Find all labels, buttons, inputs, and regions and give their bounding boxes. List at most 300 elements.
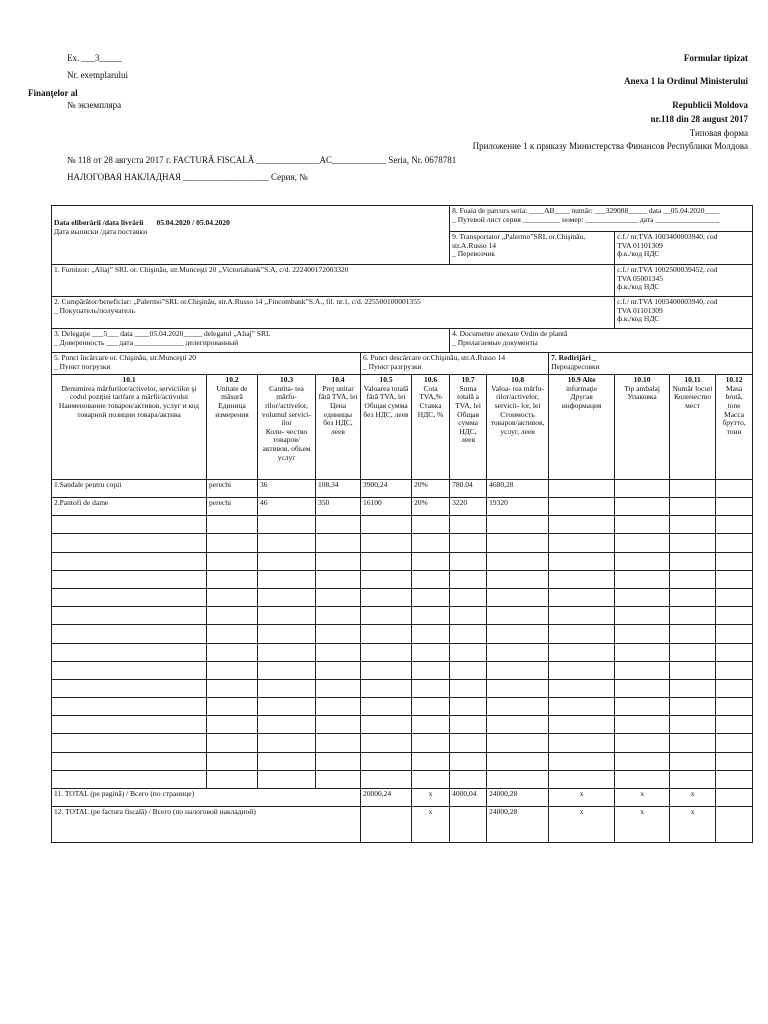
supplier-cell (52, 265, 615, 297)
table-cell (549, 570, 615, 588)
buyer-cf-tva: c.f./ nr.TVA 1003400003940, cod (617, 297, 718, 306)
waybill-cell (450, 206, 753, 232)
table-cell: 1.Sandale pentru copii (52, 480, 207, 498)
documents-line-ru: _ Прилагаемые документы (452, 337, 538, 347)
table-cell (615, 570, 670, 588)
table-cell (412, 716, 450, 734)
table-cell (450, 643, 487, 661)
delivery-date-ru: Дата выписки /дата поставки (54, 226, 148, 236)
appendix-ru: Приложение 1 к приказу Министерства Финансов Республики Молдова (472, 141, 748, 151)
table-cell (615, 698, 670, 716)
table-cell (615, 625, 670, 643)
column-title: Valoa- rea mărfu- rilor/activelor, servicii- lor, lei Стоимость товаров/активов, услуг, леев (490, 383, 545, 436)
table-cell (361, 607, 412, 625)
table-cell (361, 588, 412, 606)
invoice-title: № 118 от 28 августа 2017 г. FACTURĂ FISCALĂ ______________AC____________ Seria, Nr. 0678781 (67, 155, 457, 165)
table-cell: 20% (412, 480, 450, 498)
table-cell (670, 534, 716, 552)
table-cell (412, 516, 450, 534)
table-cell (450, 607, 487, 625)
table-cell (361, 679, 412, 697)
table-cell (258, 570, 316, 588)
table-cell (487, 607, 549, 625)
table-row (52, 552, 753, 570)
table-cell (487, 570, 549, 588)
table-cell (450, 552, 487, 570)
table-cell (52, 752, 207, 770)
table-cell (52, 716, 207, 734)
table-cell (316, 625, 361, 643)
table-cell (615, 679, 670, 697)
table-cell (615, 643, 670, 661)
table-cell (716, 588, 753, 606)
column-title: Număr locuri Количество мест (672, 383, 713, 410)
table-cell (487, 534, 549, 552)
table-cell (52, 679, 207, 697)
table-cell (549, 770, 615, 788)
total-page-value: 4000,04 (450, 789, 487, 807)
column-header (487, 375, 549, 480)
table-cell (716, 716, 753, 734)
table-cell (670, 661, 716, 679)
table-cell (207, 661, 258, 679)
column-header (412, 375, 450, 480)
supplier-cf-tva: c.f./ nr.TVA 1002500039452, cod (617, 265, 718, 274)
table-cell (670, 625, 716, 643)
table-cell (549, 552, 615, 570)
table-cell (207, 588, 258, 606)
table-cell (549, 516, 615, 534)
table-cell (258, 588, 316, 606)
table-cell (52, 625, 207, 643)
table-cell (361, 516, 412, 534)
column-header (258, 375, 316, 480)
table-cell (549, 734, 615, 752)
column-header (361, 375, 412, 480)
table-cell (450, 752, 487, 770)
total-invoice-value (450, 807, 487, 843)
table-cell: 108,34 (316, 480, 361, 498)
table-cell (487, 588, 549, 606)
total-invoice-row (52, 807, 753, 843)
column-number: 10.5 (379, 375, 393, 384)
supplier-tva: TVA 05001345 (617, 273, 663, 283)
table-cell (361, 734, 412, 752)
buyer-tax-cell (615, 297, 753, 329)
table-cell (316, 588, 361, 606)
table-cell (258, 770, 316, 788)
table-cell (316, 752, 361, 770)
form-type: Formular tipizat (683, 53, 748, 63)
column-header (615, 375, 670, 480)
table-cell (52, 588, 207, 606)
republic-label: Republicii Moldova (672, 100, 748, 110)
table-cell: 19320 (487, 498, 549, 516)
table-cell: 780.04 (450, 480, 487, 498)
table-cell (615, 516, 670, 534)
table-cell (412, 752, 450, 770)
table-cell (716, 752, 753, 770)
delivery-dates: 05.04.2020 / 05.04.2020 (156, 218, 230, 227)
table-cell (207, 734, 258, 752)
finantelor-text: Finanţelor al (28, 88, 78, 98)
column-header (716, 375, 753, 480)
table-cell (716, 734, 753, 752)
table-cell (450, 516, 487, 534)
unloading-point-ru: _ Пункт разгрузки (363, 361, 422, 371)
table-cell (716, 643, 753, 661)
table-cell (361, 661, 412, 679)
loading-point-cell (52, 353, 361, 375)
table-cell: perechi (207, 480, 258, 498)
table-cell (549, 588, 615, 606)
table-cell (361, 643, 412, 661)
table-row (52, 734, 753, 752)
table-cell (258, 534, 316, 552)
table-cell (412, 643, 450, 661)
table-cell (549, 625, 615, 643)
documents-cell (450, 329, 753, 353)
table-cell (487, 716, 549, 734)
table-cell (716, 570, 753, 588)
table-cell (716, 552, 753, 570)
redirect-label: 7. Redirijări _ (551, 353, 597, 362)
delegation-line-ru: _ Доверенность ___ дата _____________ делегированный (54, 337, 239, 347)
table-row (52, 679, 753, 697)
table-cell (549, 607, 615, 625)
table-cell (412, 552, 450, 570)
table-cell (258, 734, 316, 752)
table-cell (615, 661, 670, 679)
redirect-label-ru: Переадресовки (551, 361, 600, 371)
column-header (207, 375, 258, 480)
table-cell (716, 679, 753, 697)
delegation-cell (52, 329, 450, 353)
table-cell (450, 716, 487, 734)
table-row (52, 625, 753, 643)
carrier-tva: TVA 01101309 (617, 240, 663, 250)
invoice-title-ru: НАЛОГОВАЯ НАКЛАДНАЯ ___________________ Серия, № (67, 172, 308, 182)
table-cell (316, 716, 361, 734)
table-cell: 3220 (450, 498, 487, 516)
table-cell (412, 625, 450, 643)
table-cell (258, 752, 316, 770)
table-row (52, 570, 753, 588)
table-cell (52, 552, 207, 570)
table-row (52, 752, 753, 770)
column-number: 10.7 (461, 375, 475, 384)
table-cell (670, 698, 716, 716)
total-invoice-value: 24000,28 (487, 807, 549, 843)
table-cell (52, 734, 207, 752)
table-cell (670, 734, 716, 752)
table-cell (716, 480, 753, 498)
unloading-point-cell (361, 353, 549, 375)
total-page-value: x (615, 789, 670, 807)
supplier-tax-cell (615, 265, 753, 297)
table-cell (412, 607, 450, 625)
column-title: Tip ambalaj Упаковка (624, 383, 660, 402)
table-cell (258, 679, 316, 697)
table-cell (615, 498, 670, 516)
table-cell (716, 625, 753, 643)
table-cell (487, 643, 549, 661)
table-cell (52, 570, 207, 588)
column-number: 10.12 (725, 375, 743, 384)
carrier-cf-tva: c.f./ nr.TVA 1003400003940, cod (617, 232, 718, 241)
loading-point-ru: _ Пункт погрузки (54, 361, 111, 371)
table-cell (549, 752, 615, 770)
table-cell (412, 698, 450, 716)
buyer-line: 2. Cumpărător/beneficiar: „Palermo”SRL or.Chişinău, str.A.Russo 14 ,,Fincombank”S.A., fil. nr.1, c/d. 225500100001355 (54, 297, 421, 306)
table-cell (549, 534, 615, 552)
column-number: 10.8 (511, 375, 525, 384)
total-page-value: 24000,28 (487, 789, 549, 807)
table-cell (450, 698, 487, 716)
table-cell (487, 752, 549, 770)
table-row (52, 516, 753, 534)
table-cell (361, 752, 412, 770)
buyer-label-ru: _ Покупатель/получатель (54, 305, 135, 315)
table-cell (670, 643, 716, 661)
column-title: Suma totală a TVA, lei Общая сумма НДС, леев (455, 383, 481, 445)
table-cell (487, 679, 549, 697)
table-cell (615, 588, 670, 606)
table-cell (412, 770, 450, 788)
table-cell (450, 734, 487, 752)
column-header (549, 375, 615, 480)
table-cell (615, 752, 670, 770)
table-cell (258, 716, 316, 734)
table-cell (412, 734, 450, 752)
column-title: Denumirea mărfurilor/activelor, serviciilor şi codul poziţiei tarifare a mărfii/activului Наименование товаров/активов, услуг и код товарной позиции товара/актива (58, 383, 200, 419)
table-cell (52, 643, 207, 661)
table-cell (615, 734, 670, 752)
carrier-cell (450, 232, 615, 265)
table-cell (361, 570, 412, 588)
table-cell (450, 570, 487, 588)
table-row (52, 480, 753, 498)
table-row (52, 698, 753, 716)
total-page-empty (716, 789, 753, 807)
table-cell: perechi (207, 498, 258, 516)
total-page-row (52, 789, 753, 807)
table-cell (258, 643, 316, 661)
column-header (670, 375, 716, 480)
exemplar-label-ru: № экземпляра (67, 100, 122, 110)
table-cell (316, 661, 361, 679)
table-row (52, 607, 753, 625)
table-cell (716, 498, 753, 516)
table-cell (615, 770, 670, 788)
table-cell (716, 534, 753, 552)
table-cell (316, 734, 361, 752)
table-cell (670, 588, 716, 606)
table-cell (412, 661, 450, 679)
column-number: 10.11 (684, 375, 701, 384)
table-cell: 46 (258, 498, 316, 516)
total-invoice-value: x (412, 807, 450, 843)
table-cell (316, 643, 361, 661)
column-header (316, 375, 361, 480)
table-cell (412, 570, 450, 588)
table-cell (258, 698, 316, 716)
table-cell (316, 516, 361, 534)
order-number: nr.118 din 28 august 2017 (650, 114, 748, 124)
form-type-ru: Типовая форма (689, 128, 748, 138)
carrier-tax-cell (615, 232, 753, 265)
table-row (52, 498, 753, 516)
table-cell (670, 498, 716, 516)
table-cell (670, 716, 716, 734)
table-cell (670, 516, 716, 534)
table-cell (487, 625, 549, 643)
column-number: 10.2 (225, 375, 239, 384)
documents-line: 4. Documente anexate Ordin de plantă (452, 329, 568, 338)
table-cell (52, 661, 207, 679)
table-row (52, 661, 753, 679)
unloading-point: 6. Punct descărcare or.Chişinău, str.A.Russo 14 (363, 353, 506, 362)
table-cell (361, 534, 412, 552)
table-cell (258, 552, 316, 570)
total-invoice-value: x (549, 807, 615, 843)
table-row (52, 643, 753, 661)
table-cell (361, 625, 412, 643)
table-cell (487, 516, 549, 534)
column-number: 10.1 (122, 375, 136, 384)
column-number: 10.6 (423, 375, 438, 384)
table-cell (316, 698, 361, 716)
buyer-tva: TVA 01101309 (617, 305, 663, 315)
column-number: 10.4 (331, 375, 345, 384)
table-cell (207, 534, 258, 552)
table-cell (207, 770, 258, 788)
table-cell (615, 552, 670, 570)
column-number: 10.10 (633, 375, 651, 384)
table-cell: 2.Pantofi de dame (52, 498, 207, 516)
table-cell (450, 661, 487, 679)
table-row (52, 588, 753, 606)
table-cell (615, 716, 670, 734)
table-row (52, 534, 753, 552)
table-cell (258, 516, 316, 534)
table-cell: 36 (258, 480, 316, 498)
table-cell (316, 770, 361, 788)
column-header (450, 375, 487, 480)
table-cell (615, 607, 670, 625)
redirect-cell (549, 353, 753, 375)
table-cell (487, 552, 549, 570)
total-page-value: x (412, 789, 450, 807)
table-cell (549, 661, 615, 679)
table-cell: 3900,24 (361, 480, 412, 498)
table-cell (615, 480, 670, 498)
table-cell (487, 770, 549, 788)
total-page-value: x (549, 789, 615, 807)
table-cell (207, 698, 258, 716)
total-page-value: 20000,24 (361, 789, 412, 807)
table-cell (670, 679, 716, 697)
carrier-label-ru: _ Перевозчик (452, 249, 496, 259)
table-cell (207, 716, 258, 734)
total-invoice-empty (716, 807, 753, 843)
table-cell (52, 698, 207, 716)
table-cell: 4680,28 (487, 480, 549, 498)
table-cell (207, 679, 258, 697)
column-header (52, 375, 207, 480)
column-title: Preţ unitar fără TVA, lei Цена единицы без НДС, леев (318, 383, 358, 436)
table-cell (412, 679, 450, 697)
column-title: Valoarea totală fără TVA, lei Общая сумма без НДС, леев (363, 383, 409, 419)
table-cell: 16100 (361, 498, 412, 516)
table-cell (549, 498, 615, 516)
table-cell (670, 480, 716, 498)
table-cell: 20% (412, 498, 450, 516)
exemplar-number: Ex. ___3_____ (67, 53, 122, 63)
supplier-line: 1. Furnizor: „Aliaj” SRL or. Chişinău, str.Munceşti 20 ,,Victoriabank”S.A, c/d. 222400172003320 (54, 265, 349, 274)
table-cell (487, 734, 549, 752)
table-cell (670, 552, 716, 570)
table-cell (670, 770, 716, 788)
carrier-name: 9. Transportator „Palermo”SRL or.Chişinău, (452, 232, 586, 241)
table-cell (316, 679, 361, 697)
table-cell (52, 534, 207, 552)
column-title: Unitate de măsură Единица измерения (215, 383, 249, 419)
column-number: 10.9 Alte (567, 375, 596, 384)
table-cell (716, 770, 753, 788)
delegation-line: 3. Delegaţie ___5___ data ____05.04.2020_____ delegatul „Aliaj” SRL (54, 329, 271, 338)
table-cell (549, 698, 615, 716)
total-page-label: 11. TOTAL (pe pagină) / Всего (по странице) (52, 789, 361, 807)
table-cell (716, 516, 753, 534)
table-row (52, 770, 753, 788)
total-invoice-label: 12. TOTAL (pe factura fiscală) / Всего (по налоговой накладной) (52, 807, 361, 843)
delivery-date-label: Data eliberării /data livrării (54, 218, 144, 227)
total-invoice-value: x (615, 807, 670, 843)
column-title: informaţie Другая информация (561, 383, 602, 410)
table-cell (670, 607, 716, 625)
table-cell (450, 770, 487, 788)
table-cell (316, 607, 361, 625)
table-cell (361, 698, 412, 716)
annex-label: Anexa 1 la Ordinul Ministerului (623, 76, 748, 86)
delivery-date-cell (52, 206, 450, 265)
table-cell (549, 480, 615, 498)
table-cell (487, 661, 549, 679)
table-cell (412, 588, 450, 606)
column-title: Cantita- tea mărfu- rilor/activelor, volumul servici- ilor Коли- чество товаров/активов, объем услуг (261, 383, 312, 462)
carrier-fk-nds: ф.к./код НДС (617, 249, 660, 259)
table-cell (716, 661, 753, 679)
total-invoice-value (361, 807, 412, 843)
supplier-fk-nds: ф.к./код НДС (617, 282, 660, 292)
table-cell (258, 625, 316, 643)
table-row (52, 716, 753, 734)
table-cell (361, 716, 412, 734)
table-cell (450, 534, 487, 552)
table-cell (716, 607, 753, 625)
table-cell (450, 625, 487, 643)
table-cell (207, 625, 258, 643)
table-cell (549, 716, 615, 734)
table-cell: 350 (316, 498, 361, 516)
total-invoice-value: x (670, 807, 716, 843)
table-cell (52, 516, 207, 534)
table-cell (549, 643, 615, 661)
table-cell (207, 516, 258, 534)
buyer-fk-nds: ф.к./код НДС (617, 314, 660, 324)
table-cell (207, 607, 258, 625)
